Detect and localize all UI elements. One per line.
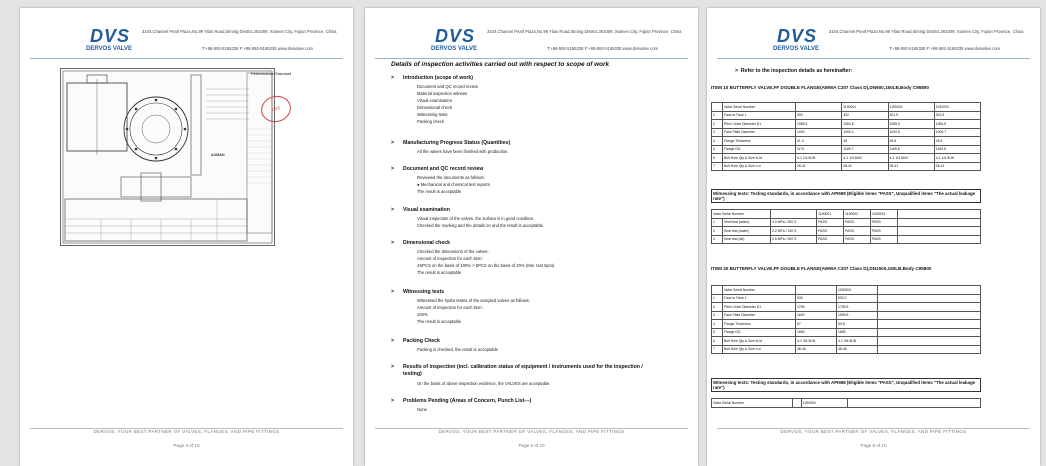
section-line: Packing check	[417, 119, 444, 124]
company-contact: T:+86-592-5165336 F:+86-592-5165335 www.dvsvalve.com	[202, 46, 314, 51]
section-line: All the valves have been finished with production.	[417, 149, 509, 154]
table-row: 6 Bolt Hole Qty & Size N-M 4-1 3/4 8UN 4-1 3/4 8UN	[712, 337, 981, 346]
section-heading: > Witnessing tests	[391, 289, 445, 295]
brand-mark: AOMAN	[211, 153, 225, 157]
table-row: 3 Seat test (air) 0.6 MPa / 300 S PASS PASS PASS	[712, 235, 981, 244]
section-line: 4SPCS on the basis of 100% > 5PCS on the basis of 20% (Min. test 5pcs)	[417, 263, 555, 268]
item-20-title: ITEM 20 BUTTERFLY VALVE,FF DOUBLE FLANGE(AWWA C207 Class D),DN1500,150LB,Body C95800	[711, 266, 932, 271]
inspection-stamp: DVS	[258, 93, 294, 126]
table-row: 1 Shell test (water) 3.0 MPa / 300 S PASS PASS PASS	[712, 218, 981, 227]
table-row: 3 Face Plate Diameter 1600 1599.8	[712, 311, 981, 320]
table-row: 7 Bolt Hole Qty & Size n-d 28-41 28-41 28-41 28-41	[712, 162, 981, 171]
table-header-row: Valve Serial Number 1190001 1190002 1190003	[712, 210, 981, 219]
page-number: Page 6 of 10	[860, 443, 887, 448]
table-row: 3 Face Plate Diameter 1000 1000.2 1000.8 1000.7	[712, 128, 981, 137]
section-heading: > Results of inspection (incl. calibration status of equipment / instruments used for the inspection / testing)	[391, 364, 643, 377]
company-contact: T:+86-592-5165336 F:+86-592-5165335 www.dvsvalve.com	[889, 46, 1001, 51]
page-header	[30, 20, 343, 58]
section-line: Amount of inspection for each item:	[417, 305, 483, 310]
section-line: Visual inspection of the valves, the surface is in good condition.	[417, 216, 535, 221]
item-20-test-table	[711, 398, 981, 408]
refer-heading: > Refer to the inspection details as hereinafter:	[735, 68, 853, 74]
table-row: 4 Flange Thickness 41.3 45 45.8 45.8	[712, 137, 981, 146]
page-footer: DERVOS, YOUR BEST PARTNER OF VALVES, FLANGES, AND PIPE FITTINGS	[93, 429, 280, 434]
section-heading: > Introduction (scope of work)	[391, 75, 474, 81]
company-logo: DVS	[90, 26, 131, 46]
header-divider	[30, 58, 343, 59]
item-20-witness-note: Witnessing tests: Testing standards, in accordance with API598 (Eligible items "PASS", Unqualified items "The actual leakage rate")	[711, 378, 981, 392]
item-20-dimension-table	[711, 285, 981, 354]
page-header	[375, 20, 688, 58]
table-row: 6 Bolt Hole Qty & Size N-M 4-1 1/4 8UN 4-1 1/4 8UN 4-1 1/4 8UN 4-1 1/4 8UN	[712, 154, 981, 163]
document-page-2	[365, 8, 698, 466]
section-line: Witnessing tests	[417, 112, 448, 117]
page-footer: DERVOS, YOUR BEST PARTNER OF VALVES, FLANGES, AND PIPE FITTINGS	[438, 429, 625, 434]
document-page-1	[20, 8, 353, 466]
header-divider	[717, 58, 1030, 59]
valve-drawing	[60, 68, 292, 246]
table-row: 2 Pitch Circle Diameter D1 1759 1759.5	[712, 303, 981, 312]
section-line: ● Mechanical and chemical test reports	[417, 182, 490, 187]
company-logo: DVS	[435, 26, 476, 46]
section-line: Checked the dimensions of the valves :	[417, 249, 490, 254]
table-row: 5 Flange OD 1855 1855	[712, 328, 981, 337]
page-number: Page 5 of 10	[518, 443, 545, 448]
table-row: 7 Bolt Hole Qty & Size n-d 48-48 48-48	[712, 345, 981, 354]
section-heading: > Packing Check	[391, 338, 440, 344]
table-header-row: Valve Serial Number 1190004	[712, 399, 981, 408]
section-line: The result is acceptable	[417, 319, 462, 324]
section-line: None	[417, 407, 428, 412]
table-row: 1 Face to Face L 530 533.2	[712, 294, 981, 303]
section-heading: > Manufacturing Progress Status (Quantities)	[391, 140, 511, 146]
table-row: 1 Face to Face L 300 302 301.9 301.8	[712, 111, 981, 120]
section-heading: > Dimensional check	[391, 240, 450, 246]
company-logo-subtitle: DERVOS VALVE	[773, 46, 820, 52]
section-line: Reviewed the documents as follows:	[417, 175, 485, 180]
section-line: 100%	[417, 312, 428, 317]
table-header-row: Valve Serial Number 1190004	[712, 286, 981, 295]
table-row: 5 Flange OD 1170 1169.7 1169.8 1169.8	[712, 145, 981, 154]
section-line: On the basis of above inspection evidence, the VALVES are acceptable.	[417, 381, 551, 386]
page-header	[717, 20, 1030, 58]
section-line: Witnessed the hydro testes of the sampled valves as follows:	[417, 298, 530, 303]
section-line: Checked the marking and the details on and the result is acceptable.	[417, 223, 545, 228]
company-address: 3104,Channel Pearl Plaza,No.99 Yilan Road,Siming District,361009, Xiamen City, Fujian Province, China	[487, 29, 682, 34]
section-heading: > Document and QC record review	[391, 166, 484, 172]
section-line: The result is acceptable	[417, 270, 462, 275]
item-10-witness-note: Witnessing tests: Testing standards, in accordance with API598 (Eligible items "PASS", Unqualified items "The actual leakage rate")	[711, 189, 981, 203]
document-page-3	[707, 8, 1040, 466]
section-line: Dimensional check	[417, 105, 453, 110]
company-logo-subtitle: DERVOS VALVE	[86, 46, 133, 52]
section-heading: > Visual examination	[391, 207, 450, 213]
table-row: 2 Seat test (water) 2.2 MPa / 240 S PASS PASS PASS	[712, 227, 981, 236]
page-number: Page 4 of 10	[173, 443, 200, 448]
page-footer: DERVOS, YOUR BEST PARTNER OF VALVES, FLANGES, AND PIPE FITTINGS	[780, 429, 967, 434]
table-row: 4 Flange Thickness 57 59.8	[712, 320, 981, 329]
section-line: Material inspection witness	[417, 91, 468, 96]
item-10-dimension-table	[711, 102, 981, 171]
inspection-details-title: Details of inspection activities carried out with respect to scope of work	[391, 61, 610, 68]
company-contact: T:+86-592-5165336 F:+86-592-5165335 www.dvsvalve.com	[547, 46, 659, 51]
performance-standard-label: Performance Standard	[251, 71, 292, 76]
section-line: Packing is checked, the result is acceptable	[417, 347, 499, 352]
item-10-title: ITEM 10 BUTTERFLY VALVE,FF DOUBLE FLANGE(AWWA C207 Class D),DN900,150LB,Body C95800	[711, 85, 929, 90]
company-address: 3104,Channel Pearl Plaza,No.99 Yilan Road,Siming District,361009, Xiamen City, Fujian Province, China	[829, 29, 1024, 34]
company-address: 3104,Channel Pearl Plaza,No.99 Yilan Road,Siming District,361009, Xiamen City, Fujian Province, China	[142, 29, 337, 34]
section-line: Visual examination	[417, 98, 453, 103]
table-row: 2 Pitch Circle Diameter D1 1085.5 1084.8 1085.5 1084.5	[712, 120, 981, 129]
item-10-test-table	[711, 209, 981, 244]
section-line: Document and QC record review	[417, 84, 478, 89]
table-header-row: Valve Serial Number 1190001 1190002 1190003	[712, 103, 981, 112]
company-logo-subtitle: DERVOS VALVE	[431, 46, 478, 52]
section-line: Amount of inspection for each item:	[417, 256, 483, 261]
section-heading: > Problems Pending (Areas of Concern, Punch List---)	[391, 398, 532, 404]
section-line: The result is acceptable	[417, 189, 462, 194]
header-divider	[375, 58, 688, 59]
valve-drawing-graphic	[61, 69, 274, 245]
company-logo: DVS	[777, 26, 818, 46]
